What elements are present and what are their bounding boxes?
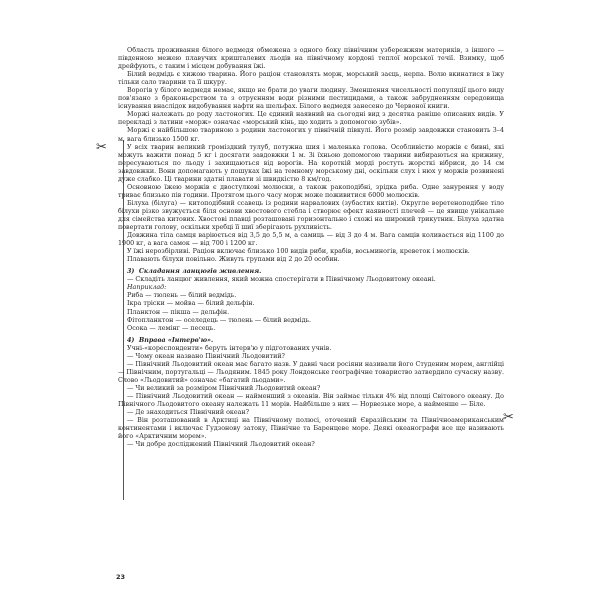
page-number: 23	[116, 573, 126, 581]
intro-text: Учні-«кореспонденти» беруть інтерв'ю у підготованих учнів.	[127, 344, 332, 352]
section-number: 4)	[127, 336, 135, 344]
section-heading	[118, 337, 504, 345]
dialogue-line: — Чи добре досліджений Північний Льодовитий океан?	[127, 441, 315, 449]
food-chain: Планктон — пікша — дельфін.	[127, 308, 230, 316]
section-number: 3)	[127, 268, 135, 276]
paragraph: Область проживання білого ведмедя обмежена з одного боку північним узбережжям материків, з іншого — південною межею плавучих кришталевих льодів на північному кордоні теплої морської течії. Взимку, щоб дрейфують, с таким і місцем добування їжі.	[118, 47, 504, 71]
food-chain: Риба — тюлень — білий ведмідь.	[127, 292, 237, 300]
dialogue-line: — Чи великий за розміром Північний Льодовитий океан?	[127, 384, 321, 392]
scissors-icon: ✂	[96, 140, 107, 155]
paragraph: У їжі нерозбірливі. Раціон включає близько 100 видів риби, крабів, восьминогів, креветок і молюсків.	[127, 248, 470, 256]
paragraph: Ворогів у білого ведмедя немає, якщо не брати до уваги людину. Зменшення чисельності популяції цього виду пов'язано з браконьєрством та з отруєнням води різними пестицидами, а також забрудненням середовища існування внаслідок видобування нафти на шельфах. Білого ведмедя занесено до Червоної книги.	[118, 87, 504, 111]
section-title: Складання ланцюгів живлення.	[138, 268, 262, 276]
page-body	[118, 47, 504, 449]
paragraph: Плавають білухи повільно. Живуть групами від 2 до 20 особин.	[127, 256, 340, 264]
example-label: Наприклад:	[127, 284, 167, 292]
paragraph: Довжина тіла самця варіюється від 3,5 до 5,5 м, а самиць — від 3 до 4 м. Вага самців коливається від 1100 до 1900 кг, а вага самок — від 700 і 1200 кг.	[118, 232, 504, 248]
paragraph: Білуха (білуга) — китоподібний ссавець із родини нарвалових (зубастих китів). Округле веретеноподібне тіло білухи різко звужується біля основи хвостового стебла і створює ефект наявності плечей — це явище унікальне для сімейства китових. Хвостові плавці розташовані горизонтально і схожі на широкий трикутник. Білуха здатна повертати голову, оскільки хребці її шиї зберігають рухливість.	[118, 199, 504, 232]
paragraph: Моржі належать до роду ластоногих. Це єдиний наявний на сьогодні вид з десятка раніше описаних видів. У перекладі з латини «морж» означає «морський кінь, що ходить з допомогою зубів».	[118, 111, 504, 127]
paragraph: У всіх тварин великий громіздкий тулуб, потужна шия і маленька голова. Особливістю моржів є бивні, які можуть важити понад 5 кг і досягати завдовжки 1 м. Зі їхньою допомогою тварини вибираються на крижину, пересуваються по льоду і захищаються від ворогів. На короткій морді ростуть жорсткі вібриси, до 14 см завдовжки. Вони допомагають у пошуках їжі на темному морському дні, оскільки слух і нюх у моржів розвинені дуже слабко. Ці тварини здатні плавати зі швидкістю 8 км/год.	[118, 143, 504, 183]
dialogue-line: — Північний Льодовитий океан — найменший з океанів. Він займає тільки 4% від площі Світового океану. До Північного Льодовитого океану належать 11 морів. Найбільше з них — Норвезьке море, а найменше — Біле.	[118, 392, 504, 409]
task-text: — Складіть ланцюг живлення, який можна спостерігати в Північному Льодовитому океані.	[127, 276, 436, 284]
dialogue-line: — Чому океан названо Північний Льодовитий?	[127, 352, 285, 360]
food-chain: Ікра тріски — мойва — білий дельфін.	[127, 300, 255, 308]
scissors-icon: ✂	[503, 410, 514, 425]
paragraph: Основною їжею моржів є двостулкові молюски, а також ракоподібні, зрідка риба. Одне занурення у воду триває близько пів години. Протягом цього часу морж може поживитися 6000 молюсків.	[118, 183, 504, 199]
food-chain: Фітопланктон — оселедець — тюлень — білий ведмідь.	[127, 316, 312, 324]
dialogue-line: — Він розташований в Арктиці на Північному полюсі, оточений Євразійським та Північноамериканським континентами і включає Гудзонову затоку, Північне та Баренцеве море. Деякі океанографи все ще називають його «Арктичним морем».	[118, 417, 504, 441]
paragraph: Білий ведмідь є хижою тварина. Його раціон становлять морж, морський заєць, нерпа. Волю вкинатися в їжу тільки сало тварини та її шкуру.	[118, 71, 504, 87]
dialogue-line: — Північний Льодовитий океан має багато назв. У давні часи росіяни називали його Студеним морем, англійці — Північним, португальці — Льодяним. 1845 року Лондонське географічне товариство затвердило сучасну назву. Слово «Льодовитий» означає «багатий льодами».	[118, 360, 504, 384]
dialogue-line: — Де знаходиться Північний океан?	[127, 409, 250, 417]
section-heading	[118, 268, 504, 276]
paragraph: Моржі є найбільшою твариною з родини ластоногих у північній півкулі. Його розмір завдовжки становить 3–4 м, вага близько 1500 кг.	[118, 127, 504, 143]
section-title: Вправа «Інтерв'ю».	[138, 336, 214, 344]
food-chain: Осока — лемінг — песець.	[127, 324, 216, 332]
